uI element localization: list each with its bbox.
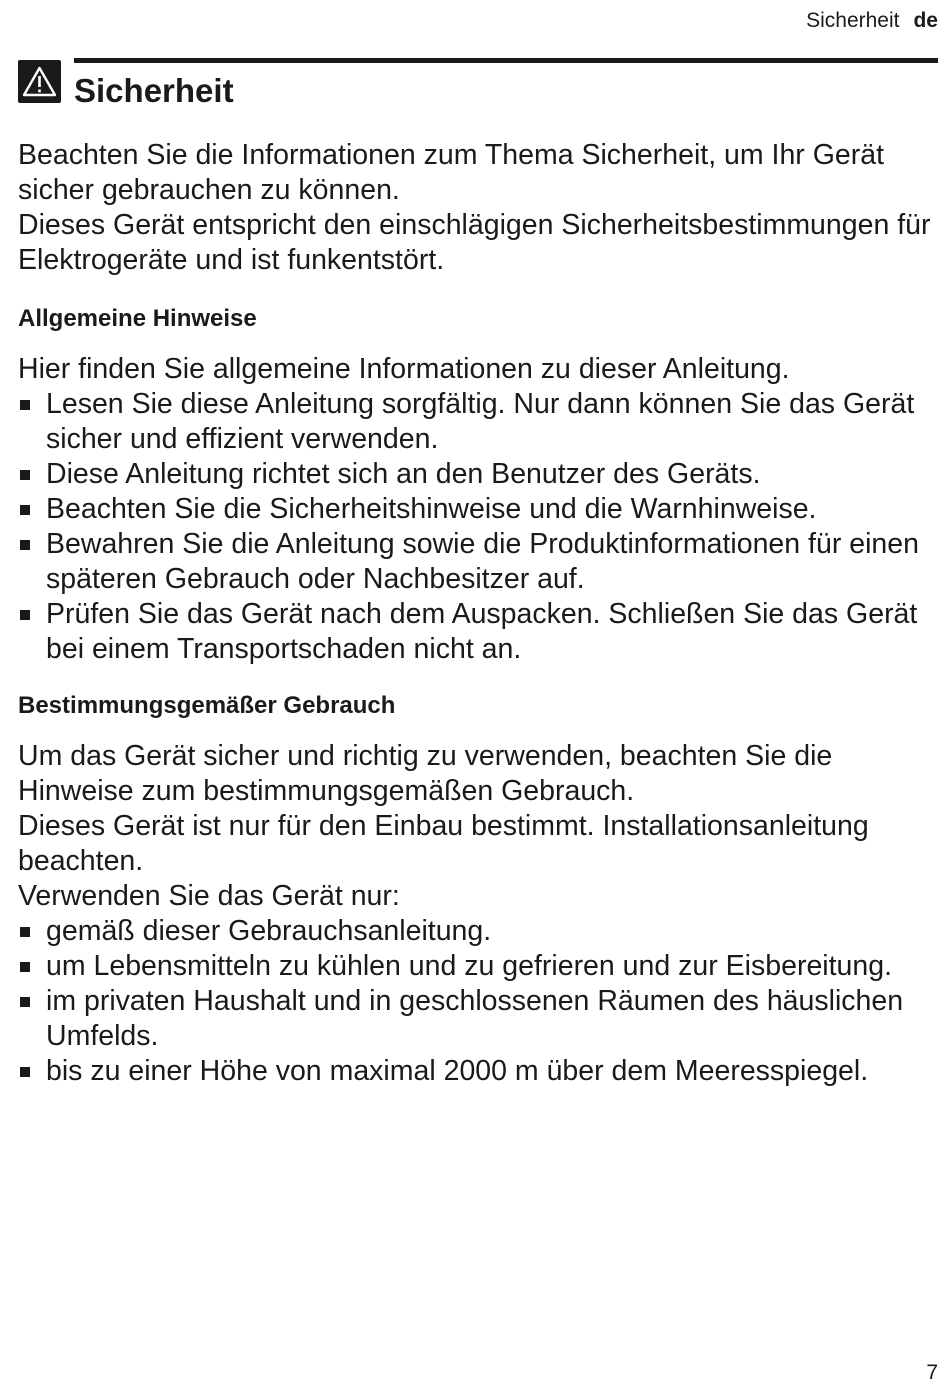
intro-paragraph-2: Dieses Gerät entspricht den einschlägigen Sicherheitsbestimmungen für Elektrogeräte und ist funkentstört. (18, 209, 931, 276)
heading-general-notes: Allgemeine Hinweise (18, 305, 257, 332)
list-item: um Lebensmitteln zu kühlen und zu gefrieren und zur Eisbereitung. (18, 949, 938, 984)
intended-use-list (18, 914, 938, 1089)
list-item: Bewahren Sie die Anleitung sowie die Produktinformationen für einen späteren Gebrauch oder Nachbesitzer auf. (18, 527, 938, 597)
list-item: Beachten Sie die Sicherheitshinweise und die Warnhinweise. (18, 492, 938, 527)
header-section-name: Sicherheit (806, 9, 900, 32)
general-notes-list (18, 387, 938, 667)
page-number: 7 (926, 1361, 938, 1384)
intended-use-paragraph-2: Dieses Gerät ist nur für den Einbau bestimmt. Installationsanleitung beachten. (18, 810, 869, 877)
running-header (806, 8, 938, 34)
header-language-code: de (913, 9, 938, 32)
list-item: im privaten Haushalt und in geschlossenen Räumen des häuslichen Umfelds. (18, 984, 938, 1054)
page-title: Sicherheit (74, 72, 234, 109)
intended-use-paragraph-3: Verwenden Sie das Gerät nur: (18, 880, 400, 912)
intro-paragraph-1: Beachten Sie die Informationen zum Thema Sicherheit, um Ihr Gerät sicher gebrauchen zu können. (18, 139, 884, 206)
list-item: Lesen Sie diese Anleitung sorgfältig. Nur dann können Sie das Gerät sicher und effizient verwenden. (18, 387, 938, 457)
title-rule (74, 58, 938, 63)
intended-use-paragraph-1: Um das Gerät sicher und richtig zu verwenden, beachten Sie die Hinweise zum bestimmungsgemäßen Gebrauch. (18, 740, 833, 807)
list-item: bis zu einer Höhe von maximal 2000 m über dem Meeresspiegel. (18, 1054, 938, 1089)
heading-intended-use: Bestimmungsgemäßer Gebrauch (18, 692, 396, 719)
warning-triangle-icon (18, 60, 61, 103)
content (18, 138, 938, 1089)
list-item: Prüfen Sie das Gerät nach dem Auspacken. Schließen Sie das Gerät bei einem Transportschaden nicht an. (18, 597, 938, 667)
list-item: gemäß dieser Gebrauchsanleitung. (18, 914, 938, 949)
general-lead: Hier finden Sie allgemeine Informationen zu dieser Anleitung. (18, 353, 790, 385)
list-item: Diese Anleitung richtet sich an den Benutzer des Geräts. (18, 457, 938, 492)
